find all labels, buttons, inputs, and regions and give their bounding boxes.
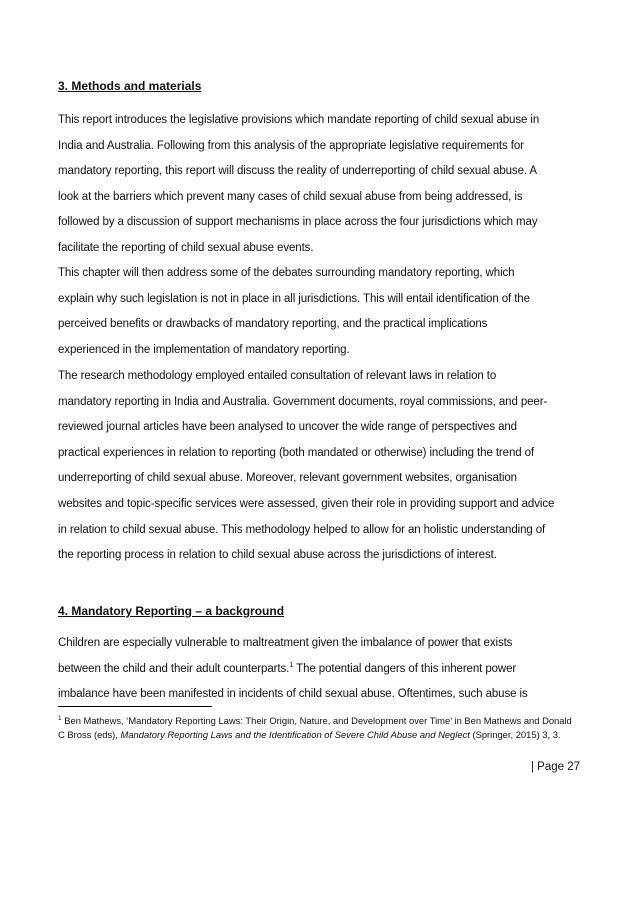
text-line: mandatory reporting in India and Australia. Government documents, royal commissions, and peer-: [58, 395, 548, 408]
text-line: India and Australia. Following from this analysis of the appropriate legislative requirements for: [58, 139, 524, 152]
footnote: $^1$ Ben Mathews, ‘Mandatory Reporting Laws: Their Origin, Nature, and Development over Time’ in Ben Mathews and Donald C Bross (eds), Mandatory Reporting Laws and the Identification of Severe Child Abuse and Neglect (Springer, 2015) 3, 3.: [58, 715, 572, 741]
section-mandatory-reporting: [58, 603, 580, 619]
text-line: reviewed journal articles have been analysed to uncover the wide range of perspectives and: [58, 421, 517, 434]
text-line: This chapter will then address some of the debates surrounding mandatory reporting, which: [58, 267, 515, 279]
methods-paragraph-3: [58, 364, 580, 569]
page-number: | Page 27: [530, 761, 580, 773]
footnote-reference: 1: [289, 659, 294, 669]
background-paragraph: [58, 631, 580, 708]
text-line: The research methodology employed entailed consultation of relevant laws in relation to: [58, 370, 497, 382]
text-line: practical experiences in relation to reporting (both mandated or otherwise) including the trend of: [58, 446, 535, 459]
text-line: Children are especially vulnerable to maltreatment given the imbalance of power that exists: [58, 637, 513, 649]
text-line: websites and topic-specific services were assessed, given their role in providing support and advice: [58, 497, 555, 510]
methods-paragraph-2: [58, 261, 580, 363]
text-line: This report introduces the legislative provisions which mandate reporting of child sexual abuse in: [58, 114, 540, 126]
section-heading-mandatory-reporting: 4. Mandatory Reporting – a background: [58, 604, 285, 618]
text-line: mandatory reporting, this report will discuss the reality of underreporting of child sexual abuse. A: [58, 165, 538, 178]
text-line: underreporting of child sexual abuse. Moreover, relevant government websites, organisation: [58, 472, 517, 485]
text-line: between the child and their adult counterparts.$^1$ The potential dangers of this inherent power: [58, 659, 517, 675]
text-line: look at the barriers which prevent many cases of child sexual abuse from being addressed, is: [58, 190, 523, 203]
text-line: the reporting process in relation to child sexual abuse across the jurisdictions of interest.: [58, 549, 497, 562]
methods-paragraph-1: [58, 108, 580, 262]
text-line: followed by a discussion of support mechanisms in place across the four jurisdictions which may: [58, 216, 538, 229]
text-line: experienced in the implementation of mandatory reporting.: [58, 343, 350, 356]
text-line: in relation to child sexual abuse. This methodology helped to allow for an holistic understanding of: [58, 523, 546, 536]
footnote-book-title: Mandatory Reporting Laws and the Identification of Severe Child Abuse and Neglect: [120, 729, 470, 741]
section-methods: [58, 78, 580, 94]
text-line: facilitate the reporting of child sexual abuse events.: [58, 241, 314, 254]
text-line: explain why such legislation is not in place in all jurisdictions. This will entail identification of the: [58, 292, 530, 305]
footnote-marker: 1: [58, 715, 62, 722]
text-line: perceived benefits or drawbacks of mandatory reporting, and the practical implications: [58, 318, 488, 331]
footnote-separator: [58, 706, 212, 707]
text-line: imbalance have been manifested in incidents of child sexual abuse. Oftentimes, such abuse is: [58, 688, 528, 701]
section-heading-methods: 3. Methods and materials: [58, 79, 202, 93]
